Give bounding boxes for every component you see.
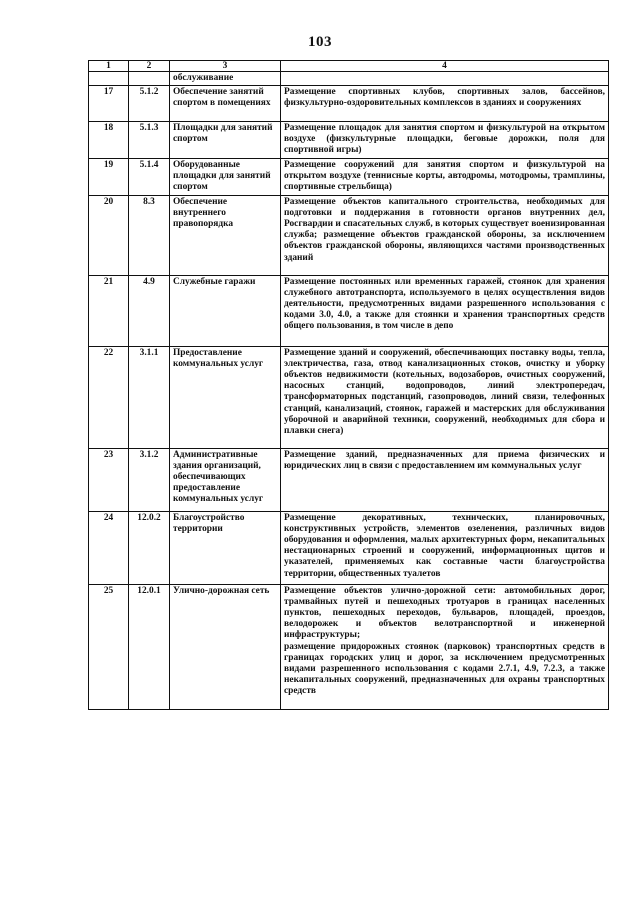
row-name: Улично-дорожная сеть [170, 585, 281, 710]
row-number: 22 [89, 347, 129, 449]
row-code: 4.9 [129, 276, 170, 347]
header-col-1: 1 [89, 61, 129, 72]
row-name: Оборудованные площадки для занятий спортом [170, 159, 281, 196]
table-header-row [89, 61, 609, 72]
table-row [89, 196, 609, 276]
row-description [281, 585, 609, 710]
continuation-name: обслуживание [170, 72, 281, 86]
row-description: Размещение сооружений для занятия спортом и физкультурой на открытом воздухе (теннисные корты, автодромы, мотодромы, трамплины, спортивные стрельбища) [281, 159, 609, 196]
row-name: Административные здания организаций, обеспечивающих предоставление коммунальных услуг [170, 449, 281, 512]
row-number: 18 [89, 122, 129, 159]
row-description: Размещение зданий и сооружений, обеспечивающих поставку воды, тепла, электричества, газа, отвод канализационных стоков, очистку и уборку объектов недвижимости (котельных, водозаборов, очистных сооружений, насосных станций, водопроводов, линий электропередач, трансформаторных подстанций, газопроводов, линий связи, телефонных станций, канализаций, стоянок, гаражей и мастерских для обслуживания уборочной и аварийной техники, сооружений, необходимых для сбора и плавки снега) [281, 347, 609, 449]
row-name: Предоставление коммунальных услуг [170, 347, 281, 449]
row-name: Обеспечение внутреннего правопорядка [170, 196, 281, 276]
row-description: Размещение зданий, предназначенных для приема физических и юридических лиц в связи с предоставлением им коммунальных услуг [281, 449, 609, 512]
row-number: 25 [89, 585, 129, 710]
row-description-part-2: размещение придорожных стоянок (парковок) транспортных средств в границах городских улиц и дорог, за исключением предусмотренных видами разрешенного использования с кодами 2.7.1, 4.9, 7.2.3, а также некапитальных сооружений, предназначенных для охраны транспортных средств [284, 641, 605, 696]
continuation-row [89, 72, 609, 86]
row-name: Благоустройство территории [170, 512, 281, 585]
table-row [89, 159, 609, 196]
row-description: Размещение площадок для занятия спортом и физкультурой на открытом воздухе (физкультурные площадки, беговые дорожки, поля для спортивной игры) [281, 122, 609, 159]
row-number: 17 [89, 86, 129, 122]
table-row [89, 86, 609, 122]
row-number: 24 [89, 512, 129, 585]
row-code: 3.1.1 [129, 347, 170, 449]
row-name: Служебные гаражи [170, 276, 281, 347]
land-use-table [88, 60, 609, 710]
header-col-2: 2 [129, 61, 170, 72]
row-code: 3.1.2 [129, 449, 170, 512]
row-code: 12.0.1 [129, 585, 170, 710]
header-col-4: 4 [281, 61, 609, 72]
table-row [89, 347, 609, 449]
row-number: 19 [89, 159, 129, 196]
row-description: Размещение объектов капитального строительства, необходимых для подготовки и поддержания в готовности органов внутренних дел, Росгвардии и спасательных служб, в которых существует военизированная служба; размещение объектов гражданской обороны, за исключением объектов гражданской обороны, являющихся частями производственных зданий [281, 196, 609, 276]
row-code: 8.3 [129, 196, 170, 276]
row-number: 20 [89, 196, 129, 276]
row-number: 23 [89, 449, 129, 512]
header-col-3: 3 [170, 61, 281, 72]
table-row [89, 585, 609, 710]
row-code: 5.1.2 [129, 86, 170, 122]
table-row [89, 122, 609, 159]
row-name: Площадки для занятий спортом [170, 122, 281, 159]
row-name: Обеспечение занятий спортом в помещениях [170, 86, 281, 122]
row-code: 5.1.4 [129, 159, 170, 196]
row-description: Размещение постоянных или временных гаражей, стоянок для хранения служебного автотранспорта, используемого в целях осуществления видов деятельности, предусмотренных видами разрешенного использования с кодами 3.0, 4.0, а также для стоянки и хранения транспортных средств общего пользования, в том числе в депо [281, 276, 609, 347]
row-description: Размещение спортивных клубов, спортивных залов, бассейнов, физкультурно-оздоровительных комплексов в зданиях и сооружениях [281, 86, 609, 122]
row-description: Размещение декоративных, технических, планировочных, конструктивных устройств, элементов озеленения, различных видов оборудования и оформления, малых архитектурных форм, некапитальных нестационарных строений и сооружений, информационных щитов и указателей, применяемых как составные части благоустройства территории, общественных туалетов [281, 512, 609, 585]
row-code: 12.0.2 [129, 512, 170, 585]
page-number: 103 [308, 34, 332, 50]
table-row [89, 449, 609, 512]
table-row [89, 512, 609, 585]
table-row [89, 276, 609, 347]
row-code: 5.1.3 [129, 122, 170, 159]
row-number: 21 [89, 276, 129, 347]
row-description-part-1: Размещение объектов улично-дорожной сети: автомобильных дорог, трамвайных путей и пешеходных тротуаров в границах населенных пунктов, пешеходных переходов, бульваров, площадей, проездов, велодорожек и объектов велотранспортной и инженерной инфраструктуры; [284, 586, 605, 641]
